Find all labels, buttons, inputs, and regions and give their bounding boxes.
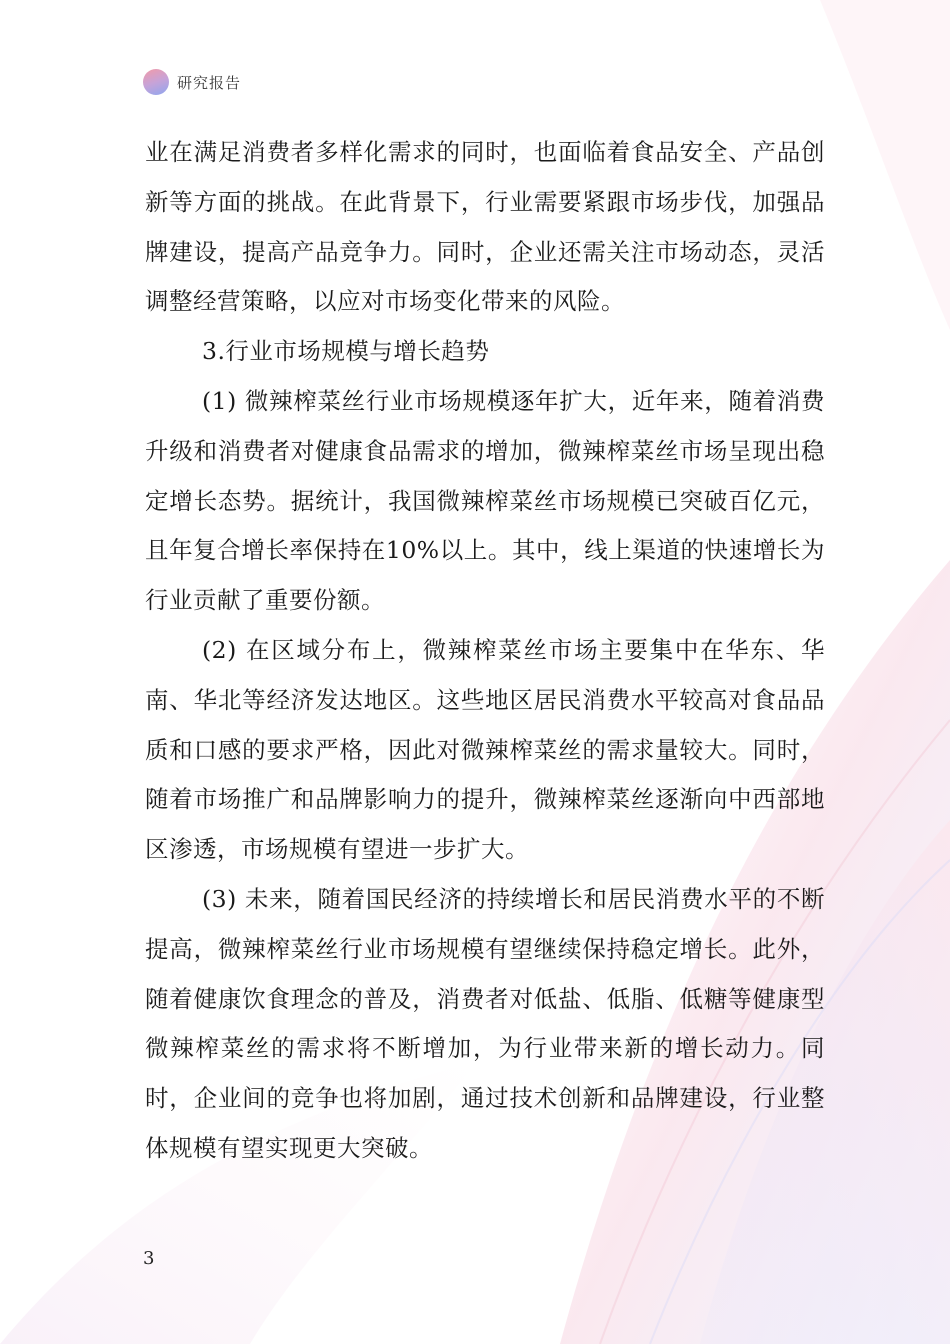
logo-icon: [143, 69, 169, 95]
page-number: 3: [143, 1248, 155, 1269]
paragraph-3: (3) 未来，随着国民经济的持续增长和居民消费水平的不断提高，微辣榨菜丝行业市场规模有望继续保持稳定增长。此外，随着健康饮食理念的普及，消费者对低盐、低脂、低糖等健康型微辣榨菜丝的需求将不断增加，为行业带来新的增长动力。同时，企业间的竞争也将加剧，通过技术创新和品牌建设，行业整体规模有望实现更大突破。: [145, 884, 825, 1162]
header-title: 研究报告: [177, 73, 242, 92]
page-header: [143, 68, 241, 96]
paragraph-1: (1) 微辣榨菜丝行业市场规模逐年扩大，近年来，随着消费升级和消费者对健康食品需求的增加，微辣榨菜丝市场呈现出稳定增长态势。据统计，我国微辣榨菜丝市场规模已突破百亿元，且年复合增长率保持在10%以上。其中，线上渠道的快速增长为行业贡献了重要份额。: [145, 386, 825, 615]
document-body: [145, 128, 825, 1174]
section-heading: 3.行业市场规模与增长趋势: [202, 337, 490, 366]
paragraph-intro: 业在满足消费者多样化需求的同时，也面临着食品安全、产品创新等方面的挑战。在此背景下，行业需要紧跟市场步伐，加强品牌建设，提高产品竞争力。同时，企业还需关注市场动态，灵活调整经营策略，以应对市场变化带来的风险。: [145, 138, 825, 316]
paragraph-2: (2) 在区域分布上，微辣榨菜丝市场主要集中在华东、华南、华北等经济发达地区。这些地区居民消费水平较高对食品品质和口感的要求严格，因此对微辣榨菜丝的需求量较大。同时，随着市场推广和品牌影响力的提升，微辣榨菜丝逐渐向中西部地区渗透，市场规模有望进一步扩大。: [145, 635, 825, 864]
